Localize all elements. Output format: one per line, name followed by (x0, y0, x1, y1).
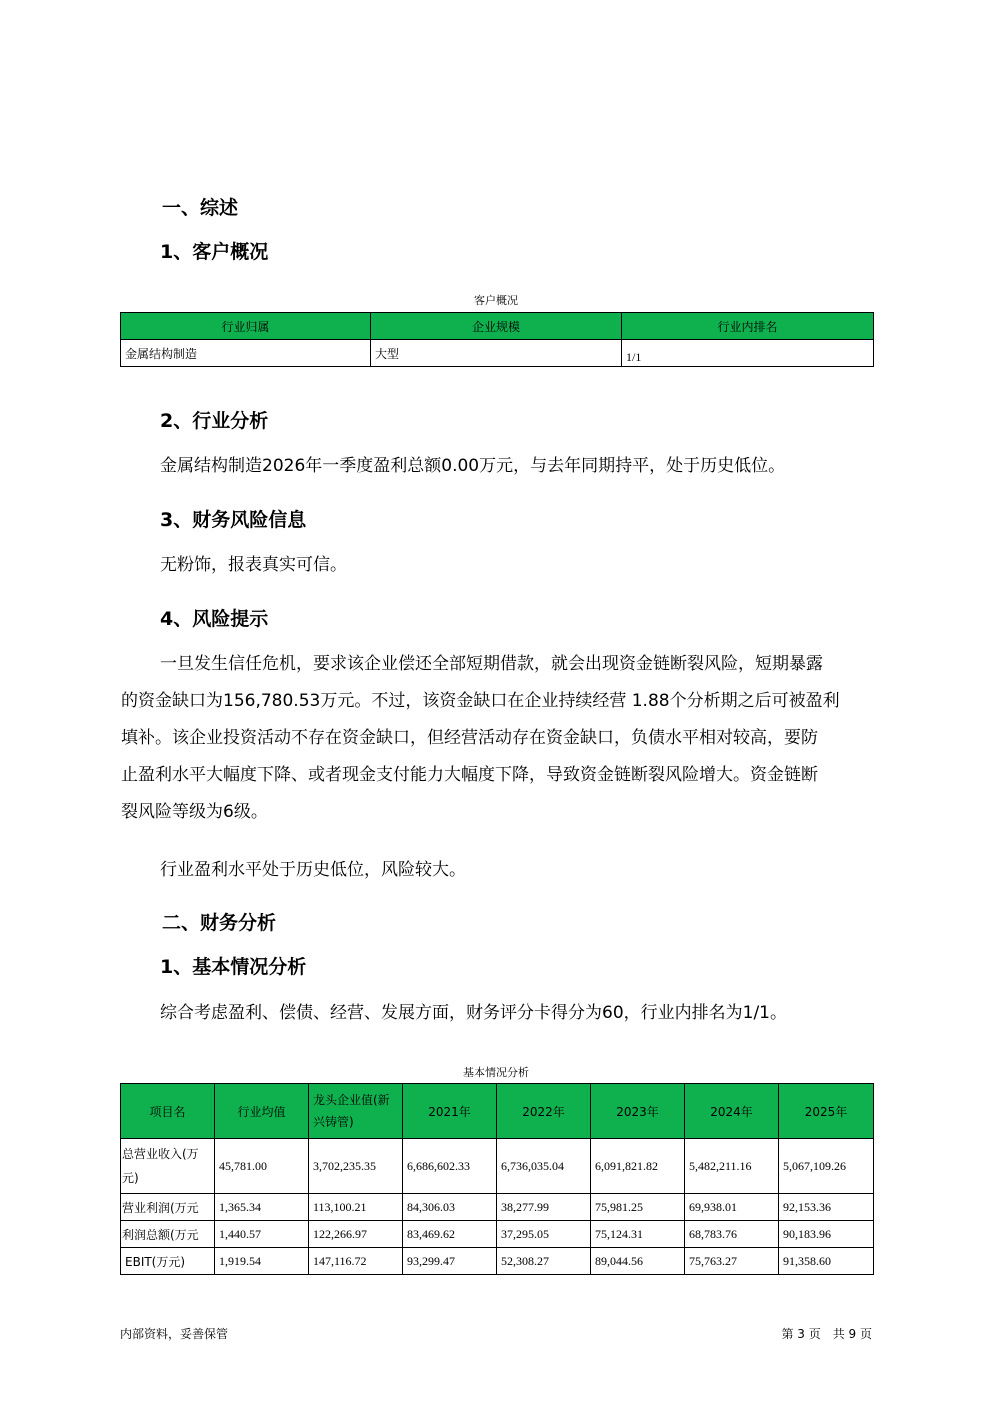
customer-table-caption: 客户概况 (474, 294, 518, 307)
table-cell: 5,482,211.16 (685, 1139, 779, 1194)
footer-page-number: 第 3 页 共 9 页 (781, 1327, 872, 1341)
table-cell: 83,469.62 (403, 1221, 497, 1248)
risk-tips-line: 裂风险等级为6级。 (121, 802, 268, 822)
table-row (121, 1139, 874, 1194)
table-header-cell: 行业归属 (121, 313, 371, 340)
table-cell: 92,153.36 (779, 1194, 874, 1221)
table-header-cell: 龙头企业值(新兴铸管) (309, 1084, 403, 1139)
table-header-cell: 2023年 (591, 1084, 685, 1139)
table-header-cell: 2025年 (779, 1084, 874, 1139)
table-row (121, 340, 874, 367)
table-row (121, 1248, 874, 1275)
subsection-title-risk-info: 3、财务风险信息 (160, 509, 307, 531)
risk-info-text: 无粉饰，报表真实可信。 (160, 555, 347, 575)
risk-tips-line: 的资金缺口为156,780.53万元。不过，该资金缺口在企业持续经营 1.88个分析期之后可被盈利 (121, 691, 840, 711)
table-cell: 1,440.57 (215, 1221, 309, 1248)
table-cell: 113,100.21 (309, 1194, 403, 1221)
table-cell: 69,938.01 (685, 1194, 779, 1221)
table-cell: 75,981.25 (591, 1194, 685, 1221)
table-cell: 38,277.99 (497, 1194, 591, 1221)
basic-analysis-text: 综合考虑盈利、偿债、经营、发展方面，财务评分卡得分为60，行业内排名为1/1。 (160, 1003, 787, 1023)
table-cell: 总营业收入(万元) (121, 1139, 215, 1194)
subsection-title-risk-tips: 4、风险提示 (160, 608, 269, 630)
basic-table-caption: 基本情况分析 (463, 1066, 529, 1079)
table-header-cell: 2022年 (497, 1084, 591, 1139)
table-row (121, 1194, 874, 1221)
table-cell: 6,091,821.82 (591, 1139, 685, 1194)
industry-analysis-text: 金属结构制造2026年一季度盈利总额0.00万元，与去年同期持平，处于历史低位。 (160, 456, 786, 476)
table-cell: 68,783.76 (685, 1221, 779, 1248)
table-cell: 1,919.54 (215, 1248, 309, 1275)
subsection-title-basic: 1、基本情况分析 (160, 956, 307, 978)
table-cell: 3,702,235.35 (309, 1139, 403, 1194)
footer-confidential: 内部资料，妥善保管 (120, 1327, 229, 1341)
table-cell: 45,781.00 (215, 1139, 309, 1194)
table-cell: 1,365.34 (215, 1194, 309, 1221)
table-cell: 利润总额(万元 (121, 1221, 215, 1248)
table-cell: 5,067,109.26 (779, 1139, 874, 1194)
table-cell: 91,358.60 (779, 1248, 874, 1275)
table-cell: 84,306.03 (403, 1194, 497, 1221)
table-cell: 金属结构制造 (121, 340, 371, 367)
basic-analysis-table (120, 1083, 874, 1275)
table-cell: 37,295.05 (497, 1221, 591, 1248)
risk-tips-line: 止盈利水平大幅度下降、或者现金支付能力大幅度下降，导致资金链断裂风险增大。资金链断 (121, 765, 818, 785)
table-header-cell: 行业均值 (215, 1084, 309, 1139)
risk-tips-text-2: 行业盈利水平处于历史低位，风险较大。 (160, 860, 466, 880)
table-cell: 大型 (371, 340, 622, 367)
table-cell: EBIT(万元) (121, 1248, 215, 1275)
table-cell: 75,124.31 (591, 1221, 685, 1248)
table-header-cell: 2024年 (685, 1084, 779, 1139)
table-cell: 营业利润(万元 (121, 1194, 215, 1221)
table-row (121, 1221, 874, 1248)
table-header-cell: 行业内排名 (622, 313, 874, 340)
table-cell: 75,763.27 (685, 1248, 779, 1275)
subsection-title-customer: 1、客户概况 (160, 241, 269, 263)
risk-tips-line: 一旦发生信任危机，要求该企业偿还全部短期借款，就会出现资金链断裂风险，短期暴露 (160, 654, 823, 674)
table-cell: 147,116.72 (309, 1248, 403, 1275)
table-header-cell: 企业规模 (371, 313, 622, 340)
risk-tips-line: 填补。该企业投资活动不存在资金缺口，但经营活动存在资金缺口，负债水平相对较高，要防 (121, 728, 818, 748)
subsection-title-industry: 2、行业分析 (160, 410, 269, 432)
customer-table (120, 312, 874, 367)
table-cell: 52,308.27 (497, 1248, 591, 1275)
table-cell: 90,183.96 (779, 1221, 874, 1248)
table-cell: 6,686,602.33 (403, 1139, 497, 1194)
table-cell: 122,266.97 (309, 1221, 403, 1248)
section-title-financial: 二、财务分析 (162, 912, 277, 934)
table-header-cell: 项目名 (121, 1084, 215, 1139)
table-header-cell: 2021年 (403, 1084, 497, 1139)
table-cell: 89,044.56 (591, 1248, 685, 1275)
section-title-overview: 一、综述 (162, 197, 239, 219)
table-cell: 1/1 (622, 340, 874, 367)
table-cell: 6,736,035.04 (497, 1139, 591, 1194)
table-cell: 93,299.47 (403, 1248, 497, 1275)
